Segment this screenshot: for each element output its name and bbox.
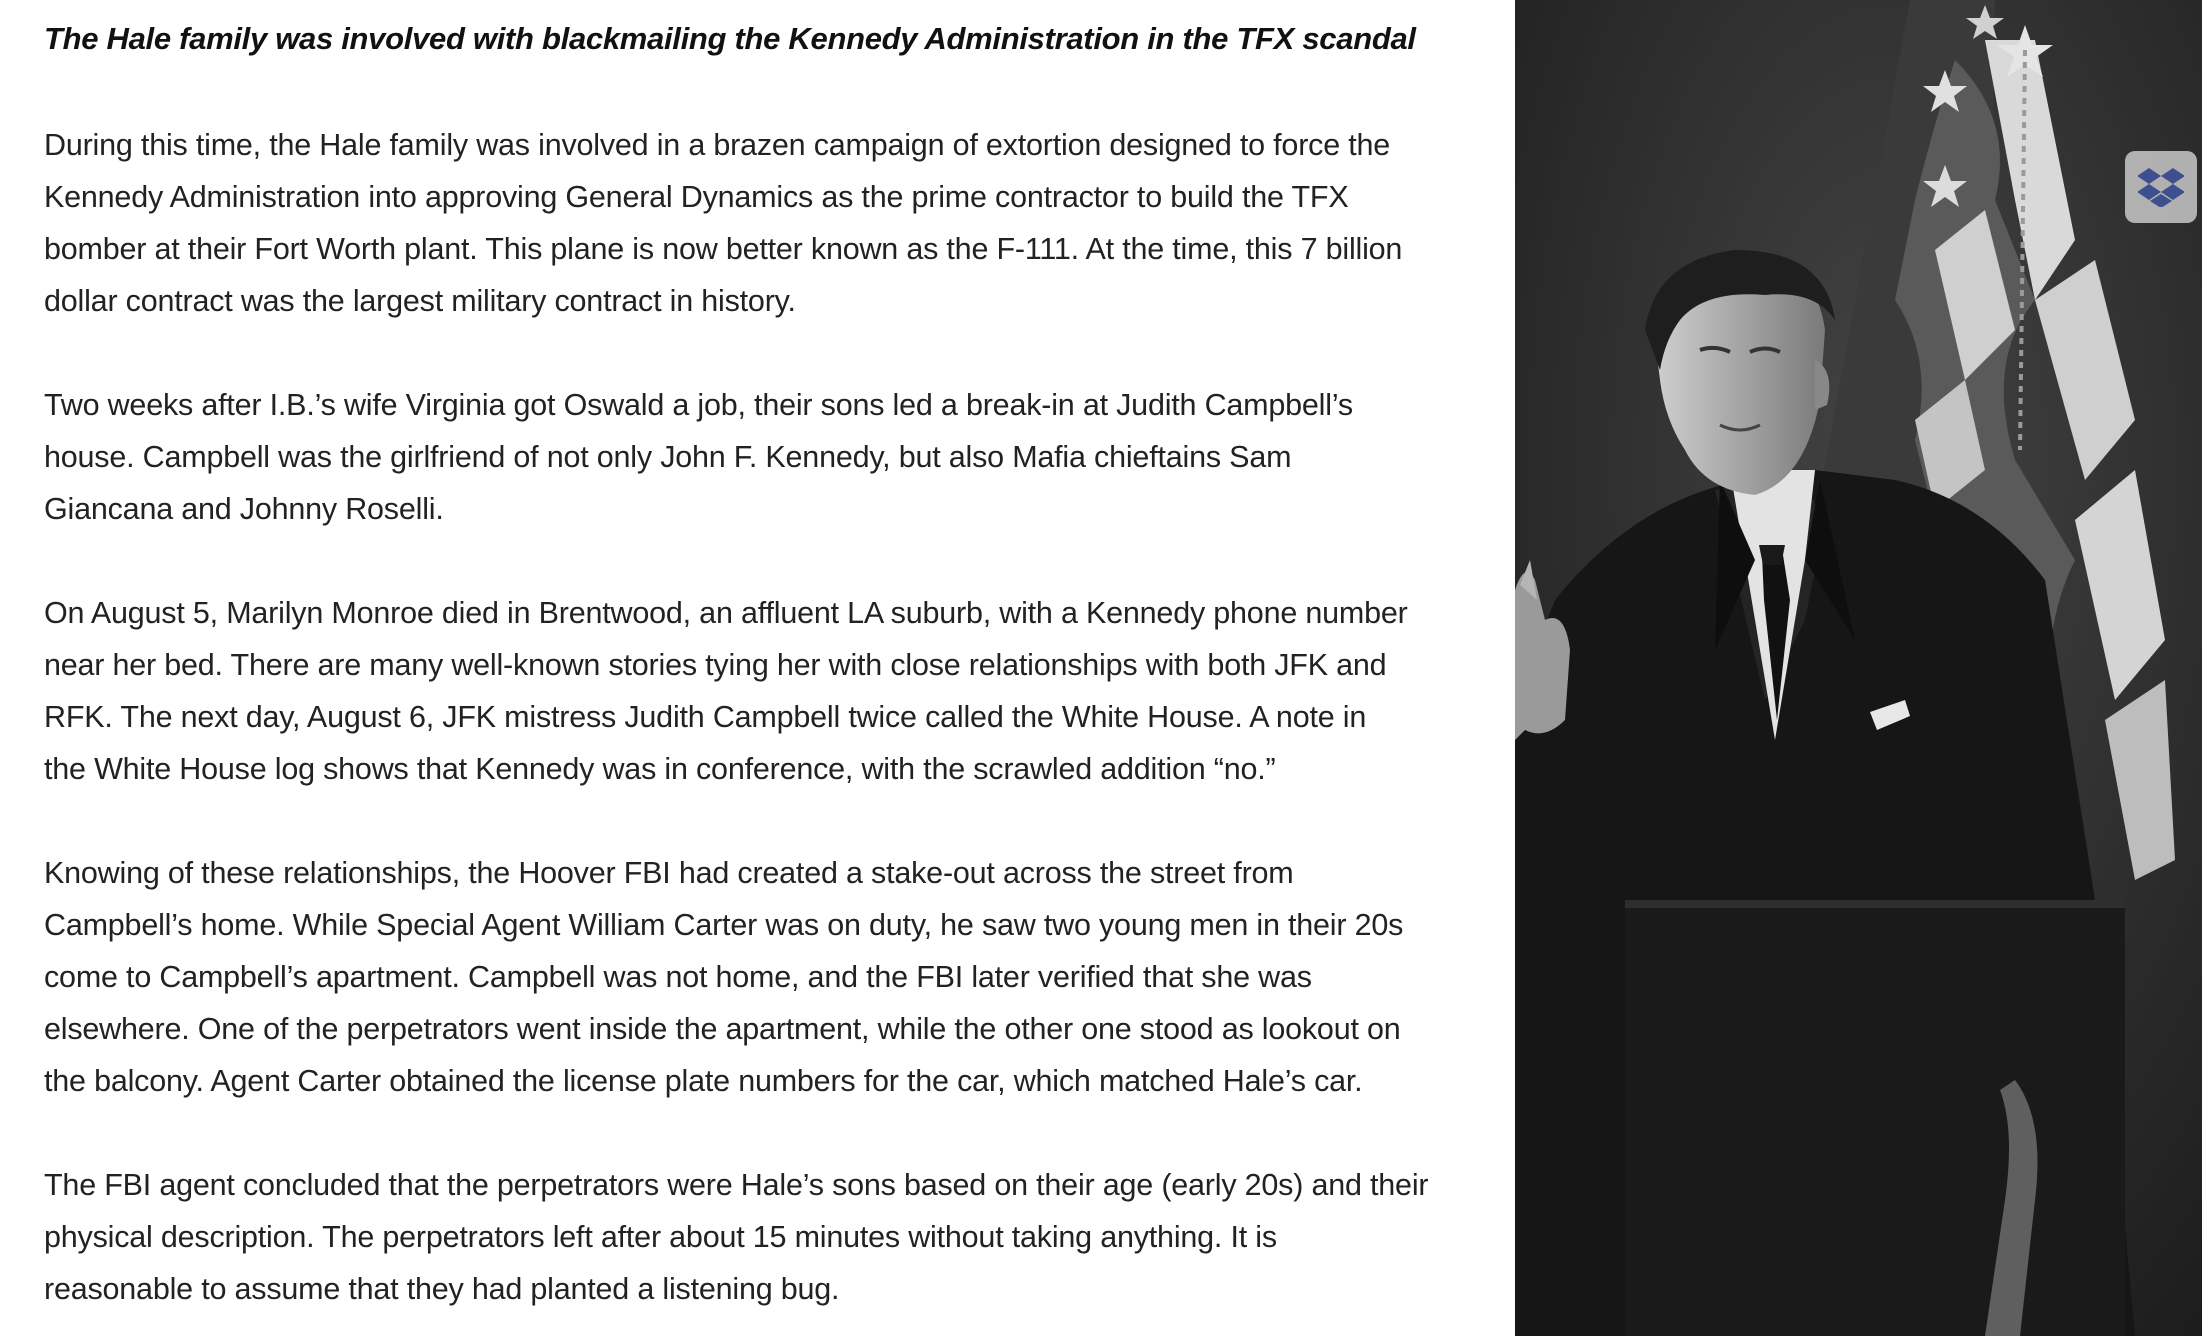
paragraph-line: physical description. The perpetrators left after about 15 minutes without taking anything. It is xyxy=(44,1220,1277,1254)
paragraph-monroe xyxy=(44,587,1494,795)
paragraph-line: The FBI agent concluded that the perpetrators were Hale’s sons based on their age (early 20s) and their xyxy=(44,1168,1429,1202)
paragraph-tfx-extortion xyxy=(44,119,1494,327)
paragraph-line: RFK. The next day, August 6, JFK mistress Judith Campbell twice called the White House. A note in xyxy=(44,700,1367,734)
paragraph-line: the balcony. Agent Carter obtained the license plate numbers for the car, which matched Hale’s car. xyxy=(44,1064,1363,1098)
paragraph-line: bomber at their Fort Worth plant. This plane is now better known as the F-111. At the time, this 7 billion xyxy=(44,232,1403,266)
paragraph-line: Kennedy Administration into approving General Dynamics as the prime contractor to build the TFX xyxy=(44,180,1349,214)
paragraph-line: dollar contract was the largest military contract in history. xyxy=(44,284,796,318)
paragraph-line: Giancana and Johnny Roselli. xyxy=(44,492,444,526)
paragraph-fbi-conclusion xyxy=(44,1159,1494,1315)
article-body xyxy=(44,0,1494,1315)
paragraph-break-in xyxy=(44,379,1494,535)
article-headline: The Hale family was involved with blackmailing the Kennedy Administration in the TFX scandal xyxy=(44,21,1416,56)
paragraph-line: elsewhere. One of the perpetrators went inside the apartment, while the other one stood as lookout on xyxy=(44,1012,1401,1046)
paragraph-line: Campbell’s home. While Special Agent William Carter was on duty, he saw two young men in their 20s xyxy=(44,908,1404,942)
paragraph-fbi-stakeout xyxy=(44,847,1494,1107)
dropbox-icon xyxy=(2138,167,2184,207)
paragraph-line: house. Campbell was the girlfriend of not only John F. Kennedy, but also Mafia chieftains Sam xyxy=(44,440,1292,474)
paragraph-line: Knowing of these relationships, the Hoover FBI had created a stake-out across the street from xyxy=(44,856,1294,890)
paragraph-line: come to Campbell’s apartment. Campbell was not home, and the FBI later verified that she was xyxy=(44,960,1312,994)
paragraph-line: Two weeks after I.B.’s wife Virginia got Oswald a job, their sons led a break-in at Judith Campbell’s xyxy=(44,388,1353,422)
jfk-press-conference-photo xyxy=(1515,0,2202,1336)
paragraph-line: the White House log shows that Kennedy was in conference, with the scrawled addition “no.” xyxy=(44,752,1276,786)
paragraph-line: reasonable to assume that they had planted a listening bug. xyxy=(44,1272,840,1306)
paragraph-line: near her bed. There are many well-known stories tying her with close relationships with both JFK and xyxy=(44,648,1387,682)
dropbox-save-button[interactable] xyxy=(2125,151,2197,223)
paragraph-line: On August 5, Marilyn Monroe died in Brentwood, an affluent LA suburb, with a Kennedy phone number xyxy=(44,596,1408,630)
paragraph-line: During this time, the Hale family was involved in a brazen campaign of extortion designed to force the xyxy=(44,128,1391,162)
